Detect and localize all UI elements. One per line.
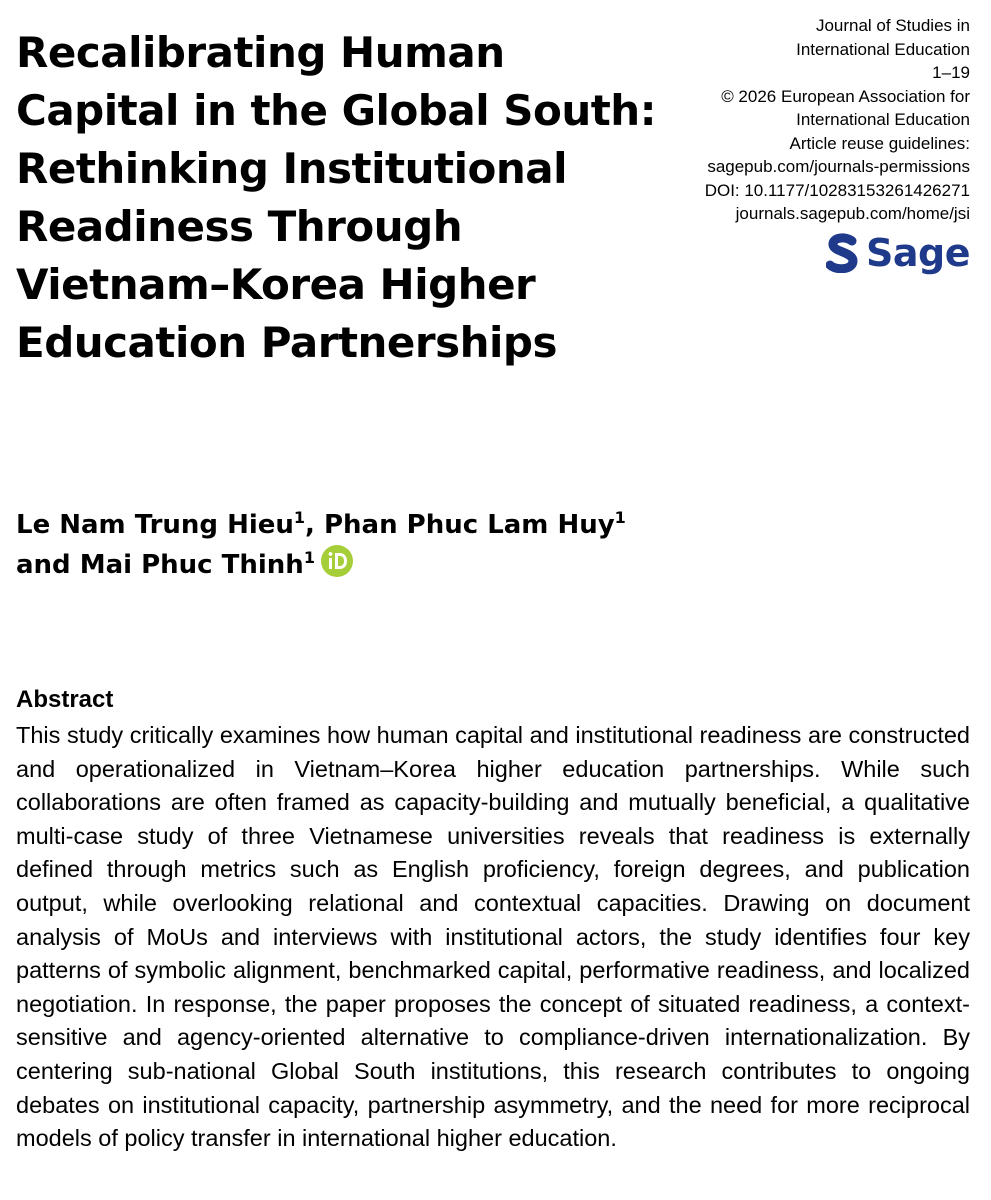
affiliation-marker: 1 xyxy=(614,508,626,527)
author-list xyxy=(16,505,776,585)
copyright-line2: International Education xyxy=(796,110,970,129)
author-name: Le Nam Trung Hieu xyxy=(16,510,294,540)
sage-wordmark: Sage xyxy=(866,231,970,275)
journal-name-line1: Journal of Studies in xyxy=(815,16,970,35)
author-conjunction: and xyxy=(16,550,80,580)
affiliation-marker: 1 xyxy=(303,548,315,567)
reuse-label: Article reuse guidelines: xyxy=(789,133,970,153)
sage-s-icon xyxy=(826,233,860,273)
journal-info xyxy=(640,14,970,226)
journal-name-line2: International Education xyxy=(796,39,970,59)
affiliation-marker: 1 xyxy=(293,508,306,527)
reuse-link[interactable]: sagepub.com/journals-permissions xyxy=(707,157,970,176)
abstract-heading: Abstract xyxy=(16,686,114,713)
author-name: Mai Phuc Thinh xyxy=(79,550,304,580)
author-name: Phan Phuc Lam Huy xyxy=(323,510,615,540)
abstract-text: This study critically examines how human capital and institutional readiness are constructed and operationalized in Vietnam–Korea higher education partnerships. While such collaborations are often framed as capacity-building and mutually beneficial, a qualitative multi-case study of three Vietnamese universities reveals that readiness is externally defined through metrics such as English proficiency, foreign degrees, and publication output, while overlooking relational and contextual capacities. Drawing on document analysis of MoUs and interviews with institutional actors, the study identifies four key patterns of symbolic alignment, benchmarked capital, performative readiness, and localized negotiation. In response, the paper proposes the concept of situated readiness, a context-sensitive and agency-oriented alternative to compliance-driven internationalization. By centering sub-national Global South institutions, this research contributes to ongoing debates on institutional capacity, partnership asymmetry, and the need for more reciprocal models of policy transfer in international higher education. xyxy=(16,722,970,1152)
copyright-line1: © 2026 European Association for xyxy=(721,86,970,106)
journal-homepage-link[interactable]: journals.sagepub.com/home/jsi xyxy=(735,204,970,223)
sage-logo xyxy=(826,233,970,273)
page-range: 1–19 xyxy=(932,63,970,82)
author-separator: , xyxy=(305,510,324,540)
orcid-icon[interactable] xyxy=(321,545,353,577)
doi[interactable]: DOI: 10.1177/10283153261426271 xyxy=(704,180,970,200)
article-title: Recalibrating Human Capital in the Global South: Rethinking Institutional Readiness Through Vietnam–Korea Higher Education Partnerships xyxy=(16,28,656,367)
